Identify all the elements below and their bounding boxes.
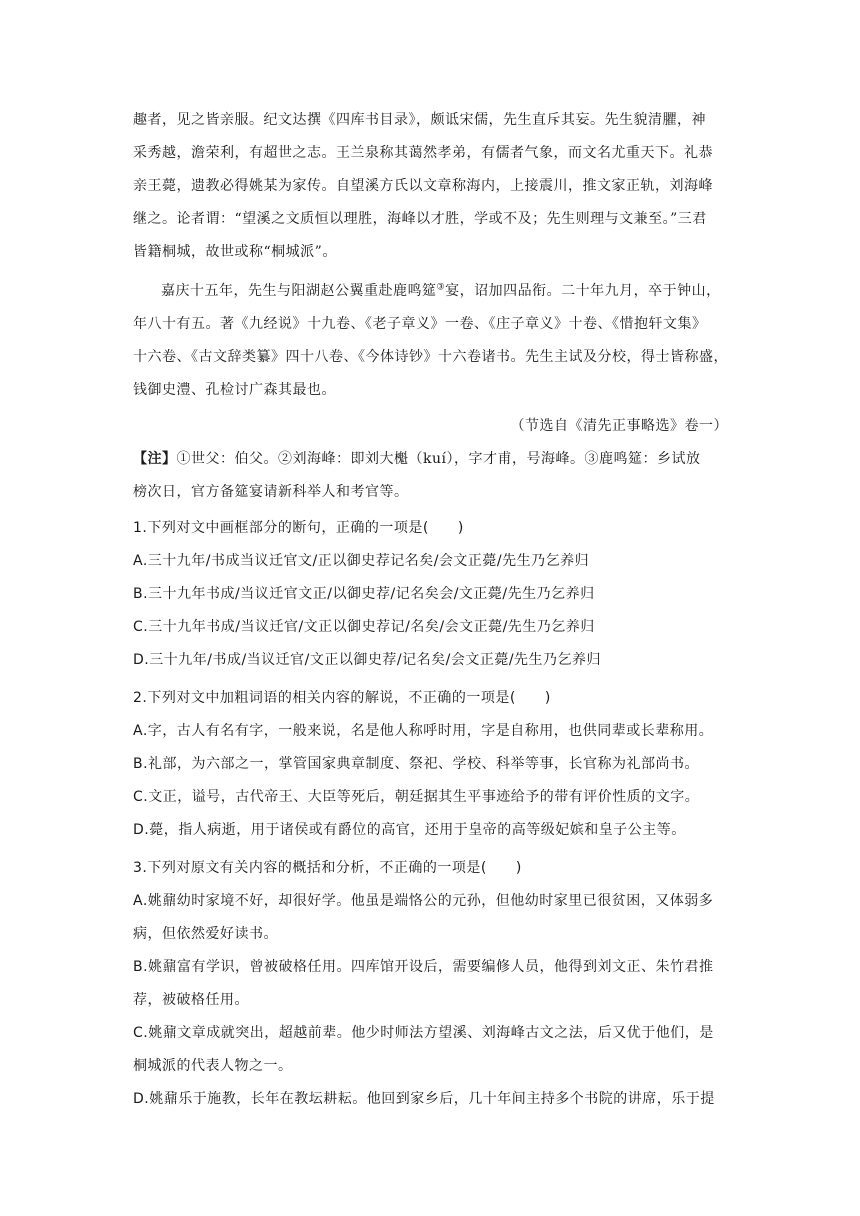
notes-text: ①世父：伯父。②刘海峰：即刘大櫆（kuí），字才甫，号海峰。③鹿鸣筵：乡试放 xyxy=(176,451,701,467)
text-line: 亲王薨，遗教必得姚某为家传。自望溪方氏以文章称海内，上接震川，推文家正轨，刘海峰 xyxy=(133,178,713,194)
option-a: A.姚鼐幼时家境不好，却很好学。他虽是端恪公的元孙，但他幼时家里已很贫困，又体弱多 xyxy=(133,893,714,909)
question-stem: 1.下列对文中画框部分的断句，正确的一项是( ) xyxy=(133,520,464,536)
text-line: 趣者，见之皆亲服。纪文达撰《四库书目录》，颇诋宋儒，先生直斥其妄。先生貌清臞，神 xyxy=(133,112,706,128)
option-a-continued: 病，但依然爱好读书。 xyxy=(133,926,278,942)
text-line: 采秀越，澹荣利，有超世之志。王兰泉称其蔼然孝弟，有儒者气象，而文名尤重天下。礼恭 xyxy=(133,145,713,161)
footnote-marker: ③ xyxy=(436,282,446,293)
notes-section xyxy=(133,443,729,509)
text-line: 继之。论者谓：“望溪之文质恒以理胜，海峰以才胜，学或不及；先生则理与文兼至。”三君 xyxy=(133,211,707,227)
question-2 xyxy=(133,682,729,847)
notes-label: 【注】 xyxy=(133,451,177,467)
option-c: C.姚鼐文章成就突出，超越前辈。他少时师法方望溪、刘海峰古文之法，后又优于他们，是 xyxy=(133,1025,714,1041)
option-a: A.三十九年/书成当议迁官文/正以御史荐记名矣/会文正薨/先生乃乞养归 xyxy=(133,553,590,569)
option-a: A.字，古人有名有字，一般来说，名是他人称呼时用，字是自称用，也供同辈或长辈称用。 xyxy=(133,723,714,739)
text-line: 皆籍桐城，故世或称“桐城派”。 xyxy=(133,244,337,260)
notes-line: 榜次日，官方备筵宴请新科举人和考官等。 xyxy=(133,484,409,500)
notes-line xyxy=(133,443,729,476)
option-b: B.姚鼐富有学识，曾被破格任用。四库馆开设后，需要编修人员，他得到刘文正、朱竹君推 xyxy=(133,959,714,975)
question-stem: 2.下列对文中加粗词语的相关内容的解说，不正确的一项是( ) xyxy=(133,690,551,706)
question-stem: 3.下列对原文有关内容的概括和分析，不正确的一项是( ) xyxy=(133,860,522,876)
passage-paragraph-2 xyxy=(133,275,729,407)
option-d: D.三十九年/书成/当议迁官/文正以御史荐/记名矣/会文正薨/先生乃乞养归 xyxy=(133,652,602,668)
source-citation: （节选自《清先正事略选》卷一） xyxy=(510,418,728,434)
text-segment: 嘉庆十五年，先生与阳湖赵公翼重赴鹿鸣筵 xyxy=(161,283,437,299)
text-segment: 宴，诏加四品衔。二十年九月，卒于钟山， xyxy=(445,283,721,299)
option-c-continued: 桐城派的代表人物之一。 xyxy=(133,1058,293,1074)
text-line xyxy=(133,275,729,308)
text-line: 年八十有五。著《九经说》十九卷、《老子章义》一卷、《庄子章义》十卷、《惜抱轩文集》 xyxy=(133,316,707,332)
option-b-continued: 荐，被破格任用。 xyxy=(133,992,249,1008)
option-c: C.三十九年书成/当议迁官/文正以御史荐记/名矣/会文正薨/先生乃乞养归 xyxy=(133,619,595,635)
passage-paragraph-1 xyxy=(133,104,729,269)
option-b: B.礼部，为六部之一，掌管国家典章制度、祭祀、学校、科举等事，长官称为礼部尚书。 xyxy=(133,756,700,772)
option-b: B.三十九年书成/当议迁官文正/以御史荐/记名矣会/文正薨/先生乃乞养归 xyxy=(133,586,595,602)
question-1 xyxy=(133,512,729,677)
option-c: C.文正，谥号，古代帝王、大臣等死后，朝廷据其生平事迹给予的带有评价性质的文字。 xyxy=(133,789,700,805)
text-line: 十六卷、《古文辞类纂》四十八卷、《今体诗钞》十六卷诸书。先生主试及分校，得士皆称盛， xyxy=(133,349,728,365)
option-d: D.姚鼐乐于施教，长年在教坛耕耘。他回到家乡后，几十年间主持多个书院的讲席，乐于提 xyxy=(133,1091,715,1107)
option-d: D.薨，指人病逝，用于诸侯或有爵位的高官，还用于皇帝的高等级妃嫔和皇子公主等。 xyxy=(133,822,686,838)
text-line: 钱御史澧、孔检讨广森其最也。 xyxy=(133,382,336,398)
question-3 xyxy=(133,852,729,1116)
